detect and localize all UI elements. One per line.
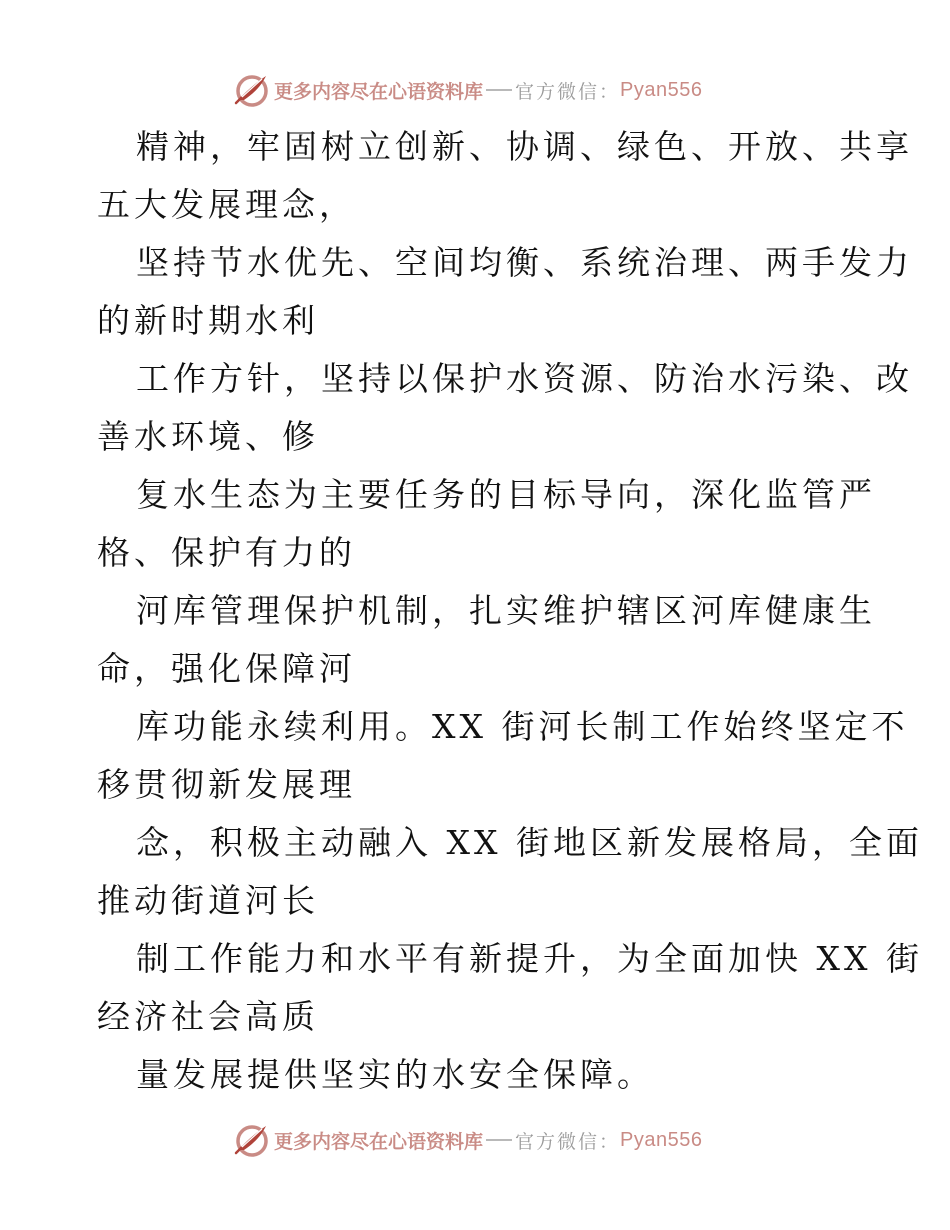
body-line: 善水环境、修 bbox=[97, 417, 319, 456]
body-line: 五大发展理念， bbox=[97, 185, 356, 224]
body-line: 库功能永续利用。XX 街河长制工作始终坚定不 bbox=[136, 707, 909, 746]
body-line: 工作方针，坚持以保护水资源、防治水污染、改 bbox=[136, 359, 913, 398]
body-line: 河库管理保护机制，扎实维护辖区河库健康生 bbox=[136, 591, 876, 630]
watermark-account: Pyan556 bbox=[620, 78, 703, 101]
body-line: 复水生态为主要任务的目标导向，深化监管严 bbox=[136, 475, 876, 514]
body-line: 的新时期水利 bbox=[97, 301, 319, 340]
header-watermark bbox=[232, 70, 703, 110]
watermark-dash bbox=[486, 89, 512, 91]
body-line: 制工作能力和水平有新提升，为全面加快 XX 街 bbox=[136, 939, 923, 978]
body-line: 量发展提供坚实的水安全保障。 bbox=[136, 1055, 654, 1094]
body-line: 念，积极主动融入 XX 街地区新发展格局，全面 bbox=[136, 823, 923, 862]
watermark-brand-text: 更多内容尽在心语资料库 bbox=[274, 1130, 484, 1153]
body-line: 移贯彻新发展理 bbox=[97, 765, 356, 804]
quill-pen-logo-icon bbox=[232, 1120, 272, 1160]
body-line: 坚持节水优先、空间均衡、系统治理、两手发力 bbox=[136, 243, 913, 282]
body-line: 命，强化保障河 bbox=[97, 649, 356, 688]
quill-pen-logo-icon bbox=[232, 70, 272, 110]
watermark-label: 官方微信： bbox=[515, 1130, 621, 1153]
body-line: 格、保护有力的 bbox=[97, 533, 356, 572]
body-line: 精神，牢固树立创新、协调、绿色、开放、共享 bbox=[136, 127, 913, 166]
watermark-account: Pyan556 bbox=[620, 1128, 703, 1151]
watermark-brand-text: 更多内容尽在心语资料库 bbox=[274, 80, 484, 103]
body-line: 推动街道河长 bbox=[97, 881, 319, 920]
body-line: 经济社会高质 bbox=[97, 997, 319, 1036]
footer-watermark bbox=[232, 1120, 703, 1160]
watermark-label: 官方微信： bbox=[515, 80, 621, 103]
watermark-dash bbox=[486, 1139, 512, 1141]
